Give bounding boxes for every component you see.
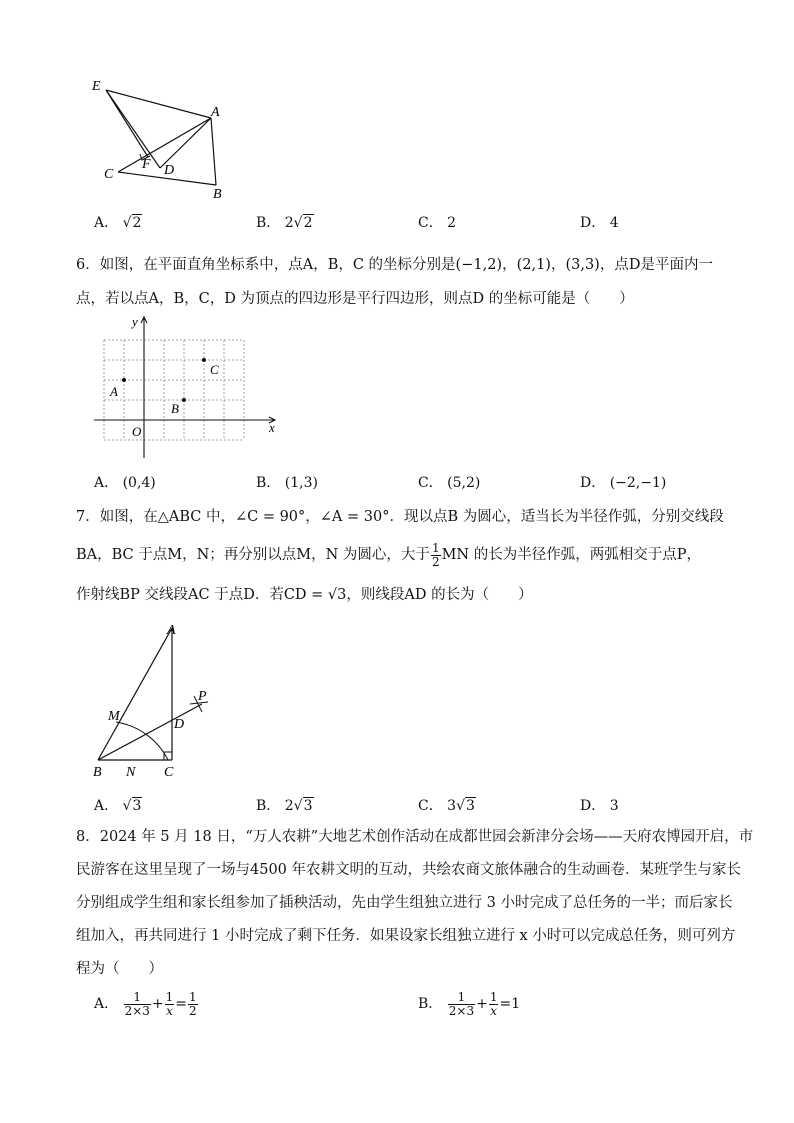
option-letter: A． bbox=[94, 475, 119, 491]
right-angle-mark bbox=[164, 752, 172, 760]
axis-label-y: y bbox=[132, 314, 138, 329]
q7-option-c[interactable] bbox=[418, 795, 476, 815]
option-value: (1,3) bbox=[284, 475, 318, 491]
q8-stem-line3: 分别组成学生组和家长组参加了插秧活动，先由学生组独立进行 3 小时完成了总任务的一半；而后家长 bbox=[76, 895, 733, 911]
point-b bbox=[182, 398, 186, 402]
option-letter: D． bbox=[580, 215, 606, 231]
q8-option-a[interactable] bbox=[94, 984, 199, 1024]
q5-option-c[interactable] bbox=[418, 212, 456, 232]
option-letter: C． bbox=[418, 215, 443, 231]
option-letter: B． bbox=[256, 215, 281, 231]
figure-q7 bbox=[88, 614, 223, 782]
option-letter: D． bbox=[580, 475, 606, 491]
option-value: (5,2) bbox=[447, 475, 481, 491]
point-a bbox=[122, 378, 126, 382]
fraction: $\frac{1}{2}$ bbox=[189, 989, 197, 1018]
label-a: A bbox=[110, 384, 118, 399]
label-a: A bbox=[211, 105, 220, 120]
option-value: 3√3 bbox=[447, 798, 475, 814]
label-d: D bbox=[174, 717, 185, 732]
option-value: 3 bbox=[609, 798, 619, 814]
segment-ab bbox=[211, 118, 216, 185]
option-value: (0,4) bbox=[122, 475, 156, 491]
q5-option-a[interactable] bbox=[94, 212, 142, 232]
q7-stem-line2 bbox=[76, 540, 701, 570]
option-value: (−2,−1) bbox=[609, 475, 667, 491]
fraction: $\frac{1}{x}$ bbox=[165, 989, 174, 1018]
option-value: √3 bbox=[122, 798, 142, 814]
label-b: B bbox=[93, 765, 102, 780]
plus-sign: + bbox=[476, 996, 488, 1012]
q7-stem-line3: 作射线BP 交线段AC 于点D．若CD = √3，则线段AD 的长为（ ） bbox=[76, 587, 533, 603]
figure-q5 bbox=[88, 74, 233, 200]
option-value: 2 bbox=[447, 215, 457, 231]
q6-option-d[interactable] bbox=[580, 472, 666, 492]
option-letter: D． bbox=[580, 798, 606, 814]
point-c bbox=[202, 358, 206, 362]
q6-option-a[interactable] bbox=[94, 472, 156, 492]
label-e: E bbox=[92, 79, 101, 94]
q6-stem-line2: 点，若以点A，B，C，D 为顶点的四边形是平行四边形，则点D 的坐标可能是（ ） bbox=[76, 291, 634, 307]
q7-option-b[interactable] bbox=[256, 795, 314, 815]
option-letter: B． bbox=[418, 996, 443, 1012]
q6-option-c[interactable] bbox=[418, 472, 480, 492]
label-c: C bbox=[210, 362, 219, 377]
q5-option-d[interactable] bbox=[580, 212, 619, 232]
option-value: 4 bbox=[609, 215, 619, 231]
option-value: √2 bbox=[122, 215, 142, 231]
label-d: D bbox=[164, 163, 175, 178]
q7-stem-line1: 7．如图，在△ABC 中，∠C = 90°，∠A = 30°．现以点B 为圆心，适当长为半径作弧，分别交线段 bbox=[76, 509, 724, 525]
label-b: B bbox=[213, 187, 222, 200]
q6-option-b[interactable] bbox=[256, 472, 318, 492]
label-n: N bbox=[126, 765, 136, 780]
fraction: $\frac{1}{2\times 3}$ bbox=[124, 989, 150, 1018]
q8-stem-line2: 民游客在这里呈现了一场与4500 年农耕文明的互动，共绘农商文旅体融合的生动画卷．某班学生与家长 bbox=[76, 862, 742, 878]
figure-q6-grid bbox=[88, 312, 283, 462]
fraction-one-half: $\frac{1}{2}$ bbox=[431, 540, 440, 569]
option-letter: A． bbox=[94, 215, 119, 231]
option-value: 2√2 bbox=[284, 215, 313, 231]
q8-stem-line4: 组加入，再共同进行 1 小时完成了剩下任务．如果设家长组独立进行 x 小时可以完成总任务，则可列方 bbox=[76, 928, 736, 944]
arc-mn bbox=[116, 722, 168, 760]
q8-stem-line5: 程为（ ） bbox=[76, 961, 163, 977]
q8-stem-line1: 8．2024 年 5 月 18 日，“万人农耕”大地艺术创作活动在成都世园会新津分会场——天府农博园开启，市 bbox=[76, 829, 754, 845]
option-letter: B． bbox=[256, 798, 281, 814]
equals-sign: = bbox=[175, 996, 188, 1012]
option-letter: C． bbox=[418, 475, 443, 491]
plus-sign: + bbox=[151, 996, 164, 1012]
q7-option-d[interactable] bbox=[580, 795, 619, 815]
q5-option-b[interactable] bbox=[256, 212, 314, 232]
q7-line2-part1: BA，BC 于点M，N；再分别以点M，N 为圆心，大于 bbox=[76, 547, 430, 563]
option-letter: A． bbox=[94, 798, 119, 814]
equals-sign: = bbox=[499, 996, 512, 1012]
option-letter: C． bbox=[418, 798, 443, 814]
origin-label: O bbox=[132, 424, 142, 439]
rhs-value: 1 bbox=[511, 996, 521, 1012]
q6-stem-line1: 6．如图，在平面直角坐标系中，点A，B，C 的坐标分别是(−1,2)，(2,1)，(3,3)，点D是平面内一 bbox=[76, 257, 713, 273]
label-c: C bbox=[164, 765, 174, 780]
q8-option-b[interactable] bbox=[418, 984, 520, 1024]
label-a: A bbox=[167, 623, 176, 638]
label-b: B bbox=[171, 401, 179, 416]
label-m: M bbox=[108, 709, 120, 724]
label-p: P bbox=[198, 689, 207, 704]
option-letter: B． bbox=[256, 475, 281, 491]
axis-label-x: x bbox=[269, 420, 275, 435]
option-value: 2√3 bbox=[284, 798, 313, 814]
q7-line2-part2: MN 的长为半径作弧，两弧相交于点P， bbox=[441, 547, 701, 563]
q7-option-a[interactable] bbox=[94, 795, 142, 815]
label-f: F bbox=[142, 157, 151, 172]
option-letter: A． bbox=[94, 996, 119, 1012]
fraction: $\frac{1}{2\times 3}$ bbox=[448, 989, 475, 1018]
fraction: $\frac{1}{x}$ bbox=[489, 989, 498, 1018]
label-c: C bbox=[104, 167, 114, 182]
